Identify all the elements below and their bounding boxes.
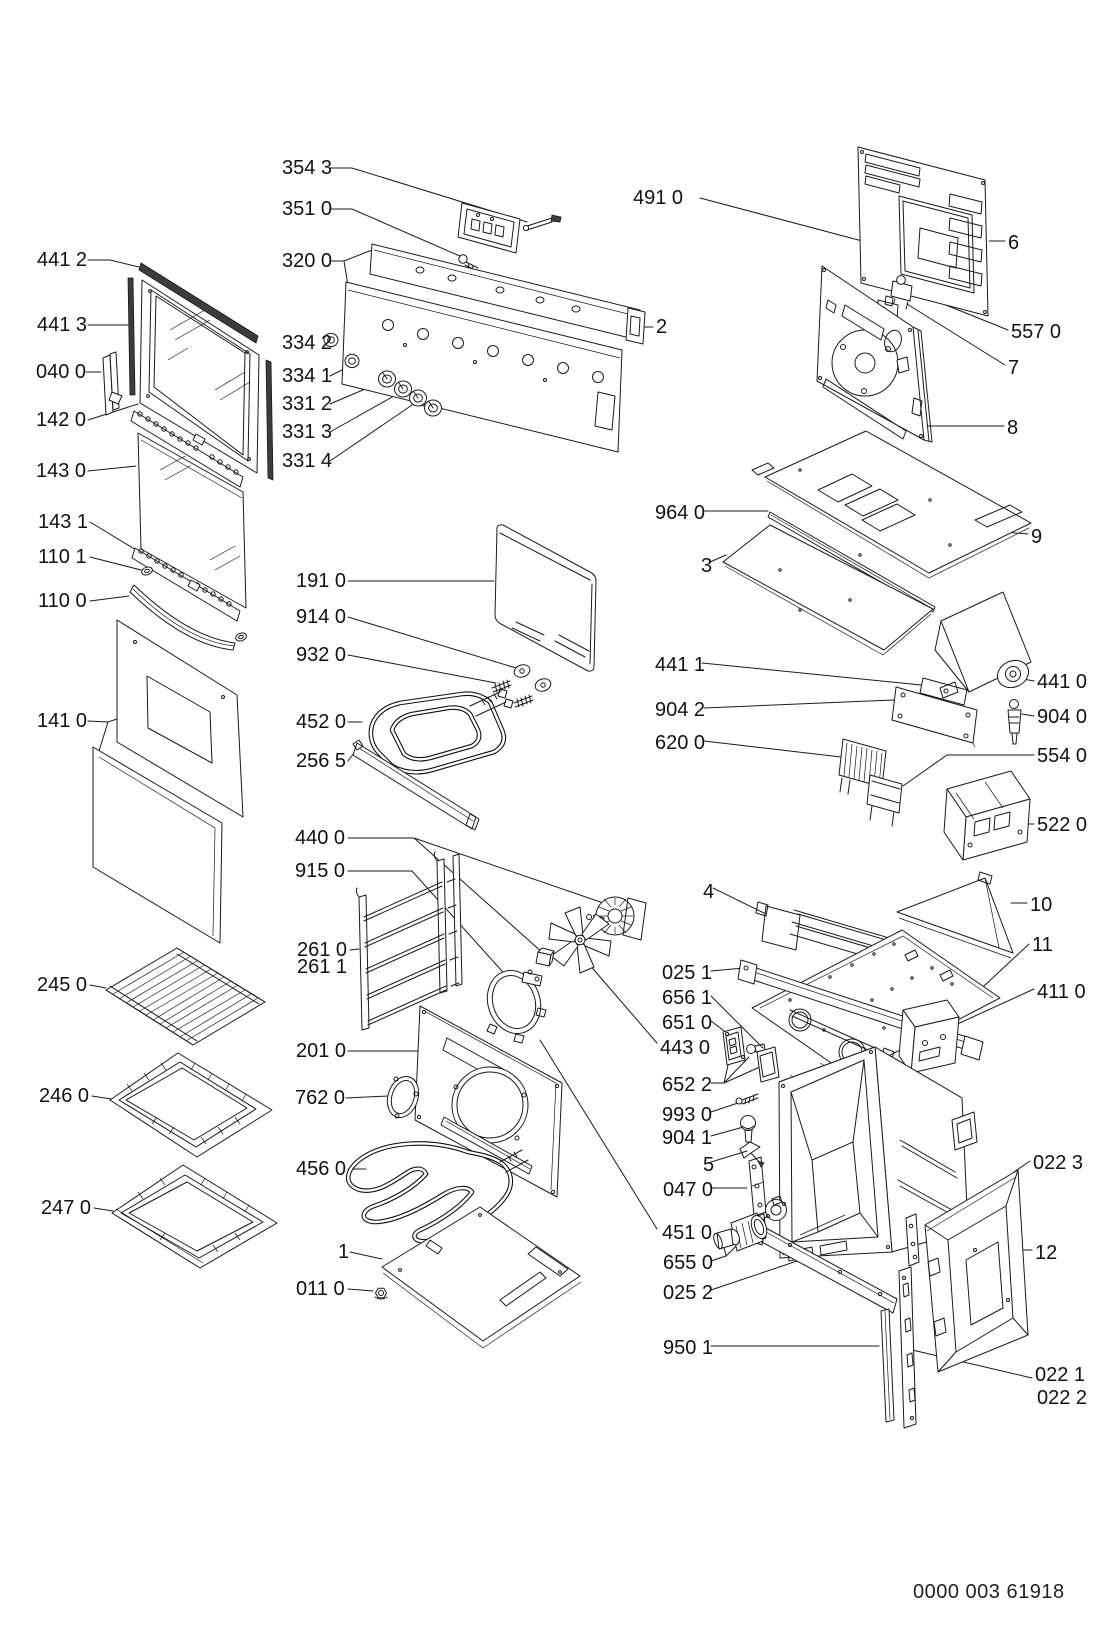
part-label-655-0: 655 0 xyxy=(663,1252,714,1274)
drawing-deflector-strip xyxy=(353,740,479,830)
part-label-040-0: 040 0 xyxy=(36,361,87,383)
drawing-cooling-blower xyxy=(935,592,1033,698)
part-label-993-0: 993 0 xyxy=(662,1104,713,1126)
part-label-762-0: 762 0 xyxy=(295,1087,346,1109)
index-label-7: 7 xyxy=(1008,357,1020,379)
part-label-110-1: 110 1 xyxy=(38,546,87,568)
part-label-022-1: 022 1 xyxy=(1035,1364,1086,1386)
index-label-9: 9 xyxy=(1031,526,1043,548)
index-label-12: 12 xyxy=(1035,1242,1058,1264)
drawing-door-inner-frame xyxy=(103,263,273,487)
drawing-inner-glass xyxy=(495,525,596,671)
part-label-443-0: 443 0 xyxy=(660,1037,711,1059)
drawing-seal-strip-vertical xyxy=(881,1309,894,1422)
drawing-fixing-nut xyxy=(375,1288,387,1299)
part-label-620-0: 620 0 xyxy=(655,732,706,754)
part-label-022-2: 022 2 xyxy=(1037,1387,1088,1409)
drawing-circular-element xyxy=(479,964,548,1043)
drawing-lamp-switch xyxy=(723,1027,779,1082)
index-label-6: 6 xyxy=(1008,232,1020,254)
part-label-110-0: 110 0 xyxy=(38,590,87,612)
drawing-relay-box xyxy=(899,1000,959,1073)
drawing-upper-element xyxy=(371,689,513,772)
part-label-261-0: 261 0 xyxy=(297,939,348,961)
part-label-411-0: 411 0 xyxy=(1037,981,1086,1003)
part-label-025-2: 025 2 xyxy=(663,1282,714,1304)
part-label-261-1: 261 1 xyxy=(297,956,348,978)
index-label-2: 2 xyxy=(656,316,668,338)
part-label-011-0: 011 0 xyxy=(296,1278,345,1300)
part-label-932-0: 932 0 xyxy=(296,644,347,666)
drawing-grommet xyxy=(741,1116,756,1143)
part-label-656-1: 656 1 xyxy=(662,987,713,1009)
drawing-spark-plug xyxy=(1008,700,1021,745)
index-label-8: 8 xyxy=(1007,417,1019,439)
part-label-651-0: 651 0 xyxy=(662,1012,713,1034)
index-label-4: 4 xyxy=(703,881,715,903)
drawing-fan-nut xyxy=(536,948,554,966)
part-label-914-0: 914 0 xyxy=(296,606,347,628)
index-label-11: 11 xyxy=(1032,934,1053,956)
drawing-grill-tray xyxy=(110,1053,272,1157)
part-label-334-1: 334 1 xyxy=(282,365,333,387)
drawing-programmer-unit xyxy=(944,771,1030,860)
part-label-247-0: 247 0 xyxy=(41,1197,92,1219)
part-label-143-1: 143 1 xyxy=(38,511,89,533)
drawing-shelf-rails xyxy=(356,852,462,1030)
part-label-441-2: 441 2 xyxy=(37,249,88,271)
part-label-334-2: 334 2 xyxy=(282,332,333,354)
part-label-025-1: 025 1 xyxy=(662,962,713,984)
part-label-354-3: 354 3 xyxy=(282,157,333,179)
part-label-441-1: 441 1 xyxy=(655,654,706,676)
drawing-display-bracket xyxy=(458,203,561,253)
part-label-904-2: 904 2 xyxy=(655,699,706,721)
part-label-522-0: 522 0 xyxy=(1037,814,1088,836)
index-label-5: 5 xyxy=(703,1154,715,1176)
part-label-456-0: 456 0 xyxy=(296,1158,347,1180)
drawing-wire-rack xyxy=(106,948,265,1045)
drawing-back-cover-panel xyxy=(858,147,988,316)
drawing-screw xyxy=(736,1094,758,1104)
part-label-331-3: 331 3 xyxy=(282,421,333,443)
part-label-142-0: 142 0 xyxy=(36,409,87,431)
part-label-915-0: 915 0 xyxy=(295,860,346,882)
drawing-element-fixings xyxy=(492,663,553,707)
document-code: 0000 003 61918 xyxy=(913,1581,1065,1603)
part-label-246-0: 246 0 xyxy=(39,1085,90,1107)
index-label-10: 10 xyxy=(1030,894,1053,916)
part-label-320-0: 320 0 xyxy=(282,250,333,272)
part-label-351-0: 351 0 xyxy=(282,198,333,220)
part-label-201-0: 201 0 xyxy=(296,1040,347,1062)
part-label-964-0: 964 0 xyxy=(655,502,706,524)
part-label-022-3: 022 3 xyxy=(1033,1152,1084,1174)
drawing-support-plate xyxy=(892,687,977,747)
part-label-950-1: 950 1 xyxy=(663,1337,714,1359)
drawing-door-outer-glass xyxy=(93,620,243,943)
part-label-256-5: 256 5 xyxy=(296,750,347,772)
part-label-331-4: 331 4 xyxy=(282,450,333,472)
part-label-245-0: 245 0 xyxy=(37,974,88,996)
part-label-451-0: 451 0 xyxy=(662,1222,713,1244)
part-label-331-2: 331 2 xyxy=(282,393,333,415)
part-label-452-0: 452 0 xyxy=(296,711,347,733)
part-label-491-0: 491 0 xyxy=(633,187,684,209)
part-label-047-0: 047 0 xyxy=(663,1179,714,1201)
part-label-440-0: 440 0 xyxy=(295,827,346,849)
part-label-652-2: 652 2 xyxy=(662,1074,713,1096)
part-label-191-0: 191 0 xyxy=(296,570,347,592)
part-label-904-1: 904 1 xyxy=(662,1127,713,1149)
part-label-441-3: 441 3 xyxy=(37,314,88,336)
part-label-441-0: 441 0 xyxy=(1037,671,1088,693)
part-label-143-0: 143 0 xyxy=(36,460,87,482)
part-label-554-0: 554 0 xyxy=(1037,745,1088,767)
part-label-141-0: 141 0 xyxy=(37,710,88,732)
part-label-557-0: 557 0 xyxy=(1011,321,1062,343)
part-label-904-0: 904 0 xyxy=(1037,706,1088,728)
drawing-transformer xyxy=(867,775,902,826)
drawing-drip-pan xyxy=(112,1165,277,1268)
index-label-1: 1 xyxy=(338,1241,350,1263)
drawing-bottom-panel xyxy=(382,1207,581,1348)
index-label-3: 3 xyxy=(701,555,713,577)
drawing-back-plate-mesh xyxy=(415,1006,562,1197)
